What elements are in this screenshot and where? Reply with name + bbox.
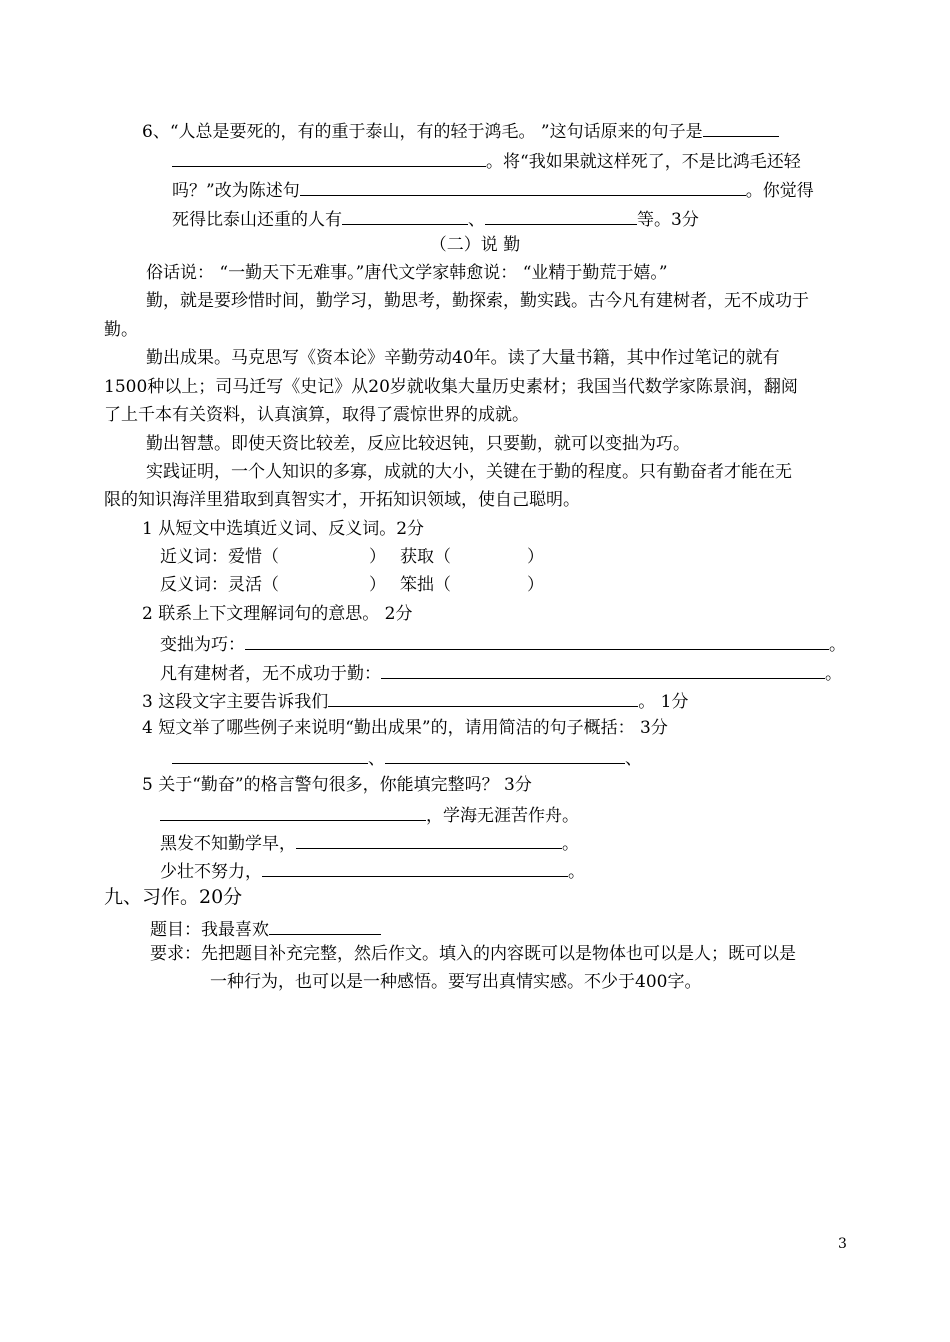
q5-row-3 (160, 858, 585, 883)
passage-p2: 勤，就是要珍惜时间，勤学习，勤思考，勤探索，勤实践。古今凡有建树者，无不成功于 (146, 291, 809, 311)
q1-synonym-row (160, 546, 544, 568)
q2-blank-2[interactable] (381, 660, 825, 679)
q6-line-4 (172, 206, 699, 231)
q1-word: 爱惜（ (228, 547, 279, 567)
separator: 、 (625, 749, 642, 769)
q3-blank[interactable] (328, 688, 638, 707)
close-paren: ） (369, 547, 386, 567)
q4-row (172, 745, 642, 770)
q6-blank-original-cont[interactable] (172, 148, 486, 167)
q2-row-1 (160, 631, 846, 656)
page-number: 3 (838, 1236, 847, 1252)
q2-row-2 (160, 660, 842, 685)
passage-p4: 勤出智慧。即使天资比较差，反应比较迟钝，只要勤，就可以变拙为巧。 (146, 434, 690, 454)
essay-heading: 九、习作。20分 (104, 886, 243, 908)
q1-label: 近义词： (160, 547, 228, 567)
q2-blank-1[interactable] (245, 631, 829, 650)
q6-line-1 (142, 118, 779, 143)
passage-p3: 了上千本有关资料，认真演算，取得了震惊世界的成就。 (104, 405, 529, 425)
question-2: 2 联系上下文理解词句的意思。 2分 (142, 604, 413, 624)
essay-topic-blank[interactable] (269, 916, 381, 935)
close-paren: ） (527, 575, 544, 595)
question-5: 5 关于“勤奋”的格言警句很多，你能填完整吗？ 3分 (142, 775, 532, 795)
q5-text: ，学海无涯苦作舟。 (426, 806, 579, 826)
q5-blank-3[interactable] (262, 858, 568, 877)
q3-text: 。 1分 (638, 692, 689, 712)
essay-topic (150, 916, 381, 941)
q6-blank-original[interactable] (703, 118, 779, 137)
passage-title: （二）说 勤 (429, 235, 521, 255)
passage-p5: 限的知识海洋里猎取到真智实才，开拓知识领域，使自己聪明。 (104, 490, 580, 510)
q1-word: 灵活（ (228, 575, 279, 595)
q6-text: 。你觉得 (745, 181, 814, 201)
q6-line-2 (172, 148, 801, 173)
period: 。 (568, 862, 585, 882)
passage-p3: 1500种以上；司马迁写《史记》从20岁就收集大量历史素材；我国当代数学家陈景润，翻阅 (104, 377, 798, 397)
close-paren: ） (527, 547, 544, 567)
q5-blank-2[interactable] (296, 830, 562, 849)
q6-blank-person-2[interactable] (485, 206, 637, 225)
q2-term: 凡有建树者，无不成功于勤： (160, 664, 381, 684)
q5-text: 黑发不知勤学早， (160, 834, 296, 854)
essay-requirement: 要求：先把题目补充完整，然后作文。填入的内容既可以是物体也可以是人；既可以是 (150, 944, 796, 964)
essay-topic-label: 题目：我最喜欢 (150, 920, 269, 940)
q6-line-3 (172, 177, 814, 202)
period: 。 (825, 664, 842, 684)
q3-text: 3 这段文字主要告诉我们 (142, 692, 329, 712)
q5-text: 少壮不努力， (160, 862, 262, 882)
passage-p5: 实践证明，一个人知识的多寡，成就的大小，关键在于勤的程度。只有勤奋者才能在无 (146, 462, 792, 482)
q1-word: 笨拙（ (400, 575, 451, 595)
essay-requirement: 一种行为，也可以是一种感悟。要写出真情实感。不少于400字。 (210, 972, 702, 992)
q2-term: 变拙为巧： (160, 635, 245, 655)
passage-p2: 勤。 (104, 320, 138, 340)
passage-p1: 俗话说： “一勤天下无难事。”唐代文学家韩愈说： “业精于勤荒于嬉。” (146, 263, 668, 283)
q4-blank-1[interactable] (172, 745, 368, 764)
q5-row-2 (160, 830, 579, 855)
period: 。 (562, 834, 579, 854)
period: 。 (829, 635, 846, 655)
close-paren: ） (369, 575, 386, 595)
q5-row-1 (160, 802, 579, 827)
q5-blank-1[interactable] (160, 802, 426, 821)
q6-text: 等。3分 (637, 210, 699, 230)
q6-text: 6、“人总是要死的，有的重于泰山，有的轻于鸿毛。 ”这句话原来的句子是 (142, 122, 703, 142)
q1-word: 获取（ (400, 547, 451, 567)
passage-p3: 勤出成果。马克思写《资本论》辛勤劳动40年。读了大量书籍，其中作过笔记的就有 (146, 348, 780, 368)
question-1: 1 从短文中选填近义词、反义词。2分 (142, 519, 425, 539)
q1-antonym-row (160, 574, 544, 596)
q6-text: 、 (468, 210, 485, 230)
q6-blank-person-1[interactable] (342, 206, 468, 225)
q6-text: 死得比泰山还重的人有 (172, 210, 342, 230)
q6-text: 吗？”改为陈述句 (172, 181, 300, 201)
q1-label: 反义词： (160, 575, 228, 595)
separator: 、 (368, 749, 385, 769)
question-3 (142, 688, 688, 713)
question-4: 4 短文举了哪些例子来说明“勤出成果”的，请用简洁的句子概括： 3分 (142, 718, 668, 738)
q6-blank-declarative[interactable] (300, 177, 746, 196)
q6-text: 。将“我如果就这样死了，不是比鸿毛还轻 (486, 152, 801, 172)
q4-blank-2[interactable] (385, 745, 625, 764)
